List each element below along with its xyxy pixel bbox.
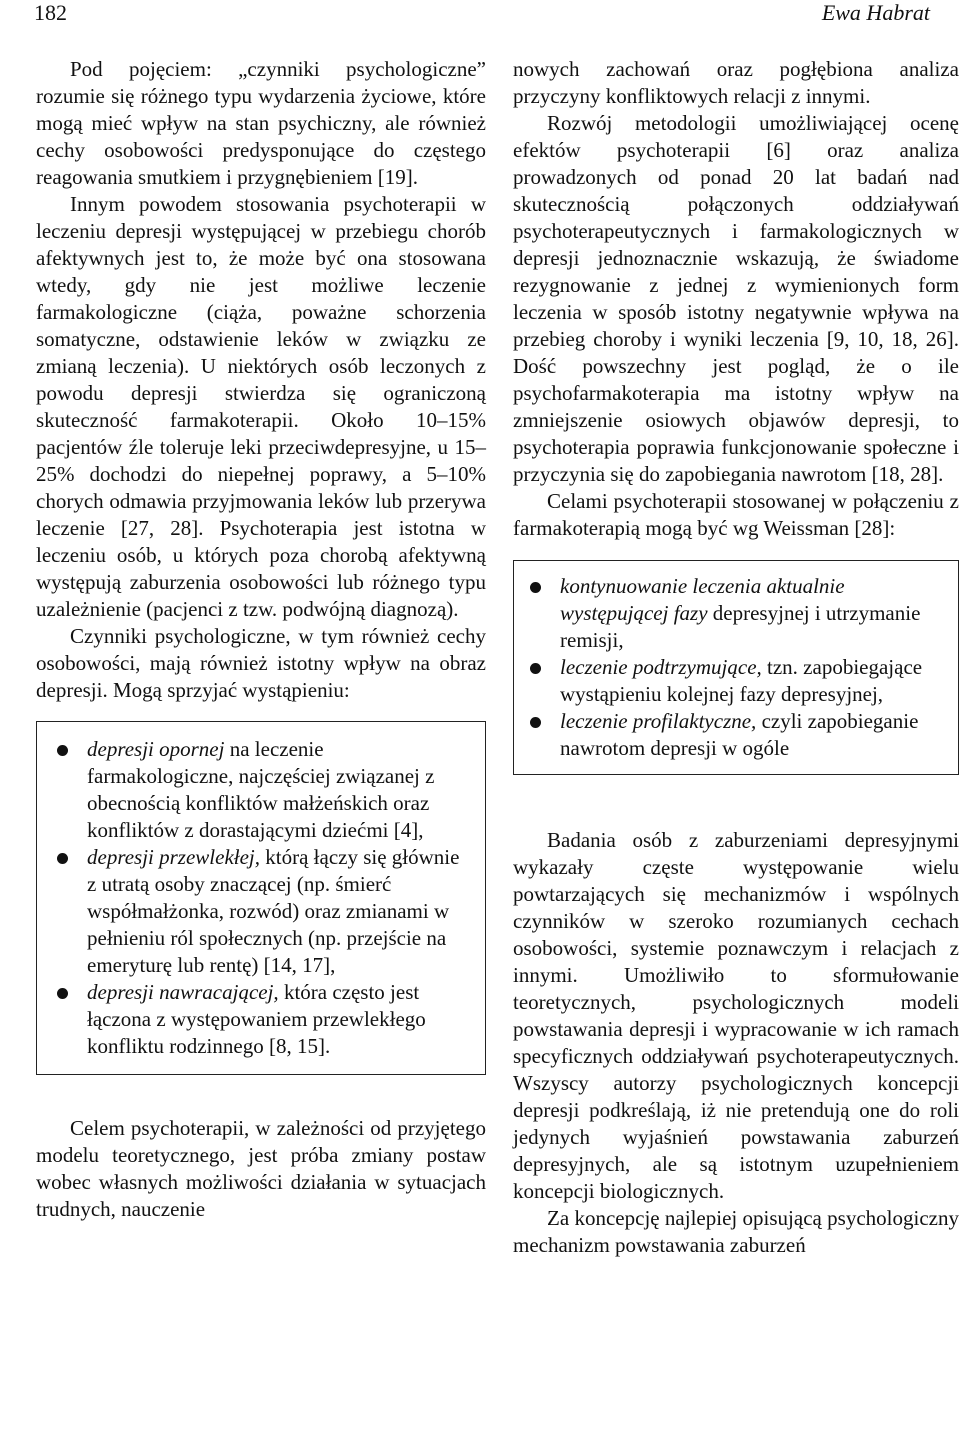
list-item-text: którą łączy się głównie z utratą osoby znaczącej (np. śmierć współmałżonka, rozwód) oraz zmianami w pełnieniu ról społecznych (np. przejście na emeryturę lub rentę) [14, 17], xyxy=(87,845,460,977)
list-item-term: depresji przewlekłej, xyxy=(87,845,261,869)
left-paragraph-2: Innym powodem stosowania psychoterapii w leczeniu depresji występującej w przebiegu chorób afektywnych jest to, że może być ona stosowana wtedy, gdy nie jest możliwe leczenie farmakologiczne (ciąża, poważne schorzenia somatyczne, odstawienie leków w związku ze zmianą leczenia). U niektórych osób leczonych z powodu depresji stwierdza się ograniczoną skuteczność farmakoterapii. Około 10–15% pacjentów źle toleruje leki przeciwdepresyjne, u 15–25% dochodzi do niepełnej poprawy, a 5–10% chorych odmawia przyjmowania leków lub przerywa leczenie [27, 28]. Psychoterapia jest istotna w leczeniu osób, u których poza chorobą afektywną występują zaburzenia osobowości lub różnego typu uzależnienie (pacjenci z tzw. podwójną diagnozą). xyxy=(36,192,486,621)
list-item xyxy=(524,708,944,762)
right-paragraph-2: Rozwój metodologii umożliwiającej ocenę efektów psychoterapii [6] oraz analiza prowadzonych od ponad 20 lat badań nad skutecznością połączonych oddziaływań psychoterapeutycznych i farmakologicznych w depresji jednoznacznie wskazują, że świadome rezygnowanie z jednej z wymienionych form leczenia w sposób istotny negatywnie wpływa na przebieg choroby i wyniki leczenia [9, 10, 18, 26]. Dość powszechny jest pogląd, że o ile psychofarmakoterapia ma istotny wpływ na zmniejszenie osiowych objawów depresji, to psychoterapia poprawia funkcjonowanie społeczne i przyczynia się do zapobiegania nawrotom [18, 28]. xyxy=(513,111,959,486)
list-item xyxy=(51,979,469,1060)
right-paragraph-5: Za koncepcję najlepiej opisującą psychologiczny mechanizm powstawania zaburzeń xyxy=(513,1206,959,1257)
list-item xyxy=(524,654,944,708)
left-column xyxy=(36,56,486,1223)
right-paragraph-3: Celami psychoterapii stosowanej w połączeniu z farmakoterapią mogą być wg Weissman [28]: xyxy=(513,489,959,540)
list-item-text: na leczenie farmakologiczne, najczęściej związanej z obecnością konfliktów małżeńskich oraz konfliktów z dorastającymi dziećmi [4], xyxy=(87,737,435,842)
right-column xyxy=(513,56,959,1259)
list-item-term: leczenie podtrzymujące, xyxy=(560,655,762,679)
depression-types-list xyxy=(51,736,469,1060)
list-item xyxy=(524,573,944,654)
depression-types-box xyxy=(36,721,486,1075)
left-paragraph-1: Pod pojęciem: „czynniki psychologiczne” rozumie się różnego typu wydarzenia życiowe, które mogą mieć wpływ na stan psychiczny, ale również cechy osobowości predysponujące do częstego reagowania smutkiem i przygnębieniem [19]. xyxy=(36,57,486,189)
list-item-term: kontynuowanie leczenia aktualnie występującej fazy xyxy=(560,574,845,625)
list-item-text: tzn. zapobiegające wystąpieniu kolejnej fazy depresyjnej, xyxy=(560,655,923,706)
list-item xyxy=(51,844,469,979)
right-paragraph-1: nowych zachowań oraz pogłębiona analiza przyczyny konfliktowych relacji z innymi. xyxy=(513,57,959,108)
list-item-text: czyli zapobieganie nawrotom depresji w ogóle xyxy=(560,709,919,760)
left-paragraph-4: Celem psychoterapii, w zależności od przyjętego modelu teoretycznego, jest próba zmiany postaw wobec własnych możliwości działania w sytuacjach trudnych, nauczenie xyxy=(36,1116,486,1221)
list-item-text: depresyjnej i utrzymanie remisji, xyxy=(560,601,921,652)
running-head-author: Ewa Habrat xyxy=(821,0,930,25)
list-item-term: depresji opornej xyxy=(87,737,225,761)
list-item-term: depresji nawracającej, xyxy=(87,980,279,1004)
left-paragraph-3: Czynniki psychologiczne, w tym również cechy osobowości, mają również istotny wpływ na obraz depresji. Mogą sprzyjać wystąpieniu: xyxy=(36,624,486,702)
list-item-term: leczenie profilaktyczne, xyxy=(560,709,757,733)
therapy-goals-box xyxy=(513,560,959,775)
list-item-text: która często jest łączona z występowaniem przewlekłego konfliktu rodzinnego [8, 15]. xyxy=(87,980,426,1058)
page-header xyxy=(34,0,930,30)
page-number: 182 xyxy=(34,0,67,25)
therapy-goals-list xyxy=(524,573,944,762)
list-item xyxy=(51,736,469,844)
right-paragraph-4: Badania osób z zaburzeniami depresyjnymi wykazały częste występowanie wielu powtarzających się mechanizmów i wspólnych czynników w szeroko rozumianych cechach osobowości, systemie poznawczym i relacjach z innymi. Umożliwiło to sformułowanie teoretycznych, psychologicznych modeli powstawania depresji i wypracowanie w ich ramach specyficznych oddziaływań psychoterapeutycznych. Wszyscy autorzy psychologicznych koncepcji depresji podkreślają, iż nie pretendują one do roli jedynych wyjaśnień powstawania zaburzeń depresyjnych, ale są istotnym uzupełnieniem koncepcji biologicznych. xyxy=(513,828,959,1203)
